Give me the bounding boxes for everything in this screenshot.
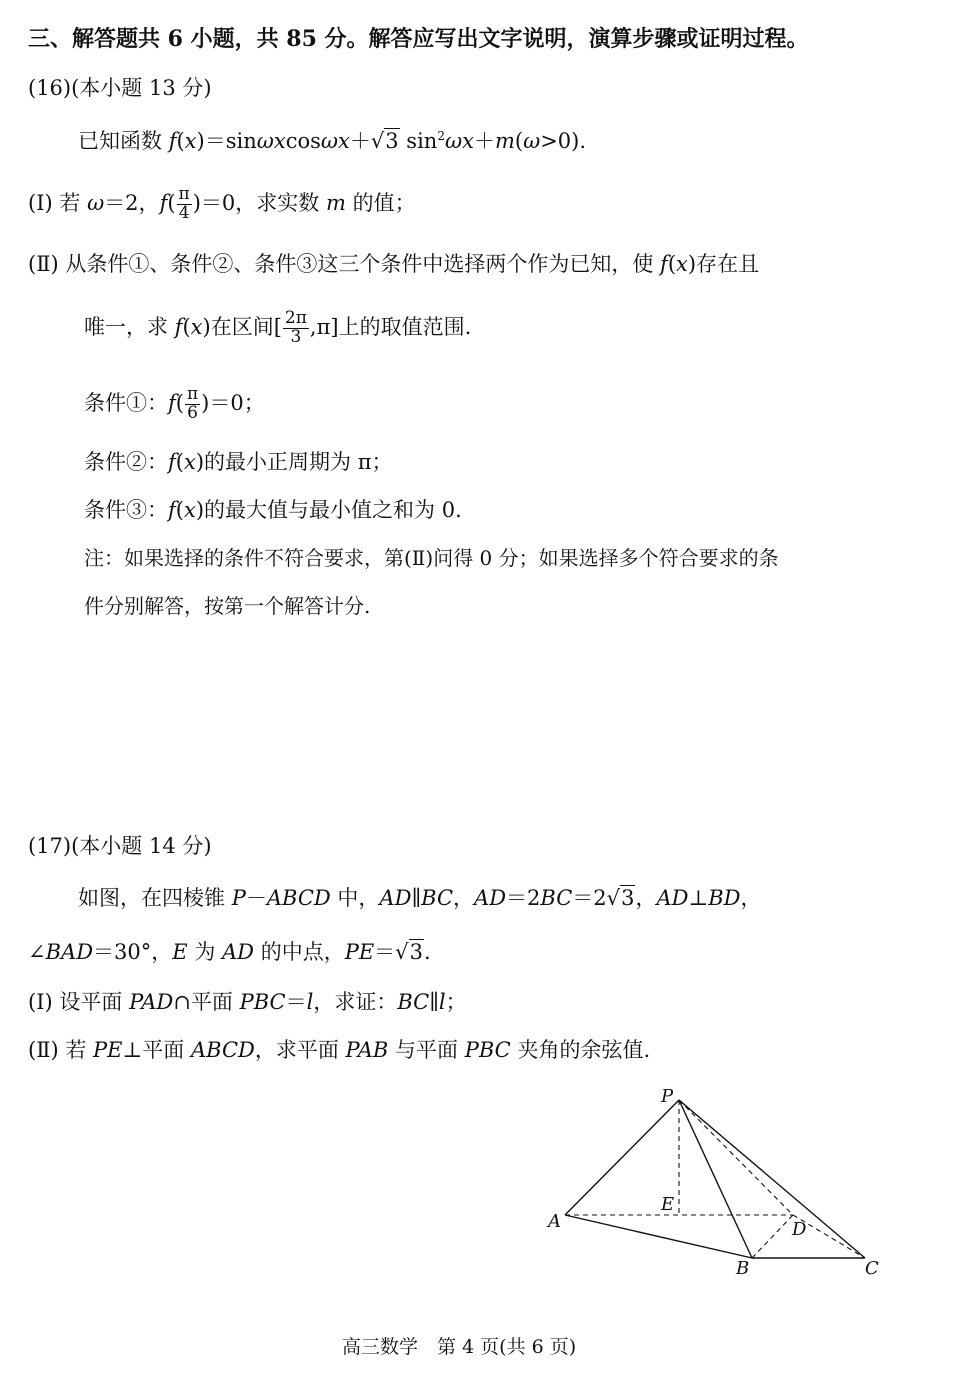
label-A: A (548, 1211, 561, 1232)
pyramid-figure (540, 1080, 900, 1280)
label-B: B (736, 1258, 750, 1279)
q16-header: (16)(本小题 13 分) (28, 76, 212, 100)
edge-BD (752, 1215, 793, 1258)
q17-line2: ∠BAD＝30°，E 为 AD 的中点，PE＝√3. (28, 940, 431, 964)
q17-line1: 如图，在四棱锥 P－ABCD 中，AD∥BC，AD＝2BC＝2√3，AD⊥BD， (78, 886, 762, 910)
q16-note-line1: 注：如果选择的条件不符合要求，第(Ⅱ)问得 0 分；如果选择多个符合要求的条 (84, 546, 779, 570)
page-footer: 高三数学 第 4 页(共 6 页) (342, 1336, 577, 1358)
label-D: D (792, 1219, 807, 1240)
q17-part1: (Ⅰ) 设平面 PAD∩平面 PBC＝l，求证：BC∥l； (28, 990, 467, 1014)
section-heading: 三、解答题共 6 小题，共 85 分。解答应写出文字说明，演算步骤或证明过程。 (28, 26, 809, 52)
label-C: C (865, 1258, 879, 1279)
q16-condition-3: 条件③：f(x)的最大值与最小值之和为 0. (84, 498, 462, 522)
edge-PB (679, 1100, 752, 1258)
edge-PC (679, 1100, 865, 1258)
edge-AB (565, 1215, 752, 1258)
q16-note-line2: 件分别解答，按第一个解答计分. (84, 594, 371, 618)
q16-part2-line2: 唯一，求 f(x)在区间[ $\frac{2\pi}{3}$ ,π]上的取值范围. (84, 308, 472, 347)
q16-condition-2: 条件②：f(x)的最小正周期为 π； (84, 450, 393, 474)
q17-part2: (Ⅱ) 若 PE⊥平面 ABCD，求平面 PAB 与平面 PBC 夹角的余弦值. (28, 1038, 651, 1062)
q17-header: (17)(本小题 14 分) (28, 834, 212, 858)
label-E: E (661, 1194, 675, 1215)
q16-condition-1: 条件①：f( $\frac{\pi}{6}$ )＝0； (84, 384, 265, 423)
q16-part1: (Ⅰ) 若 ω＝2，f( $\frac{\pi}{4}$ )＝0，求实数 m 的值； (28, 184, 416, 223)
edge-PD (679, 1100, 793, 1215)
q16-function-definition: 已知函数 f(x)＝sinωxcosωx＋√3 $\sin^2\omega x+m(\omega>0)$. (78, 129, 587, 153)
q16-part2-line1: (Ⅱ) 从条件①、条件②、条件③这三个条件中选择两个作为已知，使 f(x)存在且 (28, 252, 760, 276)
label-P: P (661, 1086, 674, 1107)
